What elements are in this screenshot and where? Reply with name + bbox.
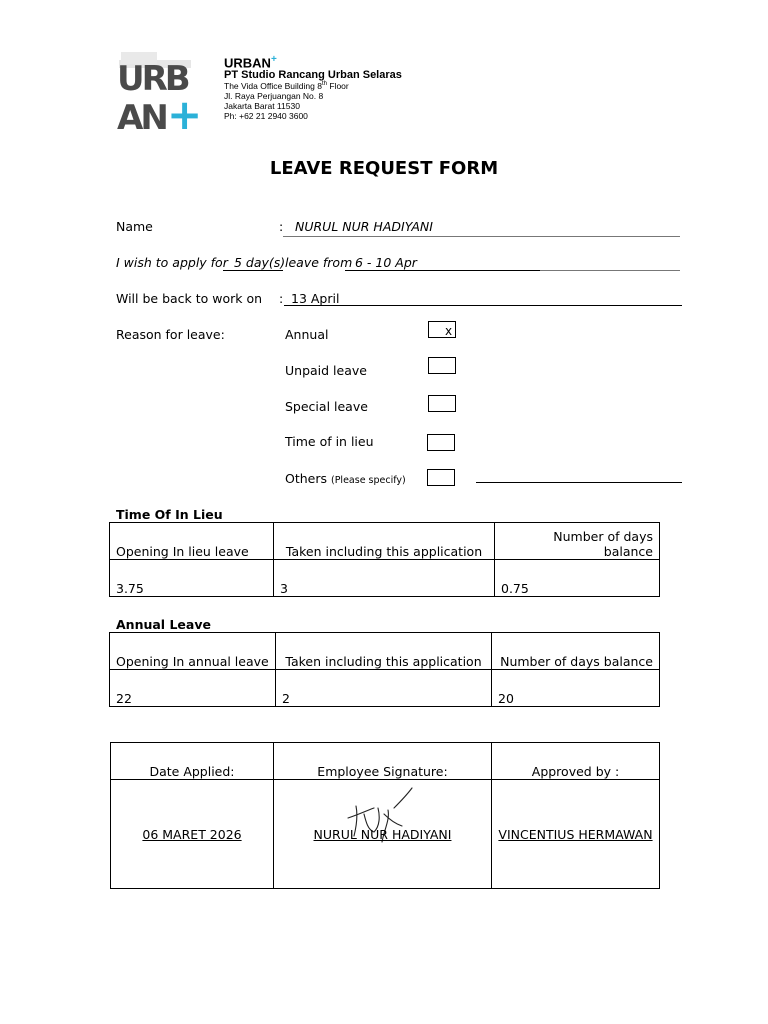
annual-table — [109, 632, 660, 707]
employee-name-value: NURUL NUR HADIYANI — [313, 826, 452, 842]
lieu-header-opening: Opening In lieu leave — [110, 523, 274, 560]
reason-others-note: (Please specify) — [331, 475, 406, 486]
annual-value-taken: 2 — [276, 670, 492, 707]
name-value: NURUL NUR HADIYANI — [295, 219, 433, 234]
reason-annual-checkbox[interactable] — [428, 321, 456, 338]
reason-lieu-label: Time of in lieu — [285, 434, 374, 449]
annual-value-balance: 20 — [492, 670, 660, 707]
apply-dates-underline — [345, 270, 540, 271]
header-employee-signature: Employee Signature: — [274, 743, 492, 780]
reason-lieu-checkbox[interactable] — [427, 434, 455, 451]
svg-text:+: + — [167, 90, 203, 139]
brand-plus: + — [270, 54, 277, 65]
apply-days: 5 day(s) — [234, 255, 286, 270]
lieu-header-taken: Taken including this application — [274, 523, 495, 560]
company-name: PT Studio Rancang Urban Selaras — [224, 69, 402, 81]
approval-table — [110, 742, 660, 889]
reason-others-checkbox[interactable] — [427, 469, 455, 486]
annual-header-balance: Number of days balance — [492, 633, 660, 670]
annual-table-title: Annual Leave — [116, 617, 211, 632]
lieu-value-taken: 3 — [274, 560, 495, 597]
address-line-3: Jakarta Barat 11530 — [224, 101, 300, 111]
apply-dates: 6 - 10 Apr — [355, 255, 417, 270]
svg-text:URB: URB — [117, 59, 188, 99]
brand-name — [224, 54, 277, 70]
header-date-applied: Date Applied: — [111, 743, 274, 780]
back-label: Will be back to work on — [116, 291, 263, 306]
apply-mid: leave from — [285, 255, 353, 270]
phone-number: Ph: +62 21 2940 3600 — [224, 111, 308, 121]
apply-prefix: I wish to apply for — [116, 255, 228, 270]
back-value: 13 April — [291, 291, 340, 306]
reason-unpaid-checkbox[interactable] — [428, 357, 456, 374]
reason-others-label: Others (Please specify) — [285, 471, 406, 486]
address-line-2: Jl. Raya Perjuangan No. 8 — [224, 91, 324, 101]
lieu-header-balance: Number of days balance — [495, 523, 660, 560]
reason-special-label: Special leave — [285, 399, 368, 414]
lieu-value-balance: 0.75 — [495, 560, 660, 597]
date-applied-value: 06 MARET 2026 — [111, 780, 274, 889]
brand-text: URBAN — [224, 55, 271, 71]
reason-annual-mark: x — [445, 324, 453, 338]
signature-cell — [274, 780, 492, 889]
reason-annual-label: Annual — [285, 327, 329, 342]
reason-label: Reason for leave: — [116, 327, 225, 342]
reason-special-checkbox[interactable] — [428, 395, 456, 412]
svg-text:AN: AN — [117, 98, 166, 138]
annual-header-taken: Taken including this application — [276, 633, 492, 670]
lieu-table — [109, 522, 660, 597]
company-logo — [117, 50, 203, 139]
header-approved-by: Approved by : — [492, 743, 660, 780]
lieu-table-title: Time Of In Lieu — [116, 507, 223, 522]
approved-by-value: VINCENTIUS HERMAWAN — [492, 780, 660, 889]
lieu-value-opening: 3.75 — [110, 560, 274, 597]
apply-days-underline — [223, 270, 283, 271]
form-title: LEAVE REQUEST FORM — [269, 158, 499, 179]
annual-value-opening: 22 — [110, 670, 276, 707]
name-colon: : — [279, 219, 284, 234]
apply-dates-underline-ext — [540, 270, 680, 271]
address-line-1: The Vida Office Building 8th Floor — [224, 81, 349, 91]
back-colon: : — [279, 291, 284, 306]
reason-unpaid-label: Unpaid leave — [285, 363, 367, 378]
annual-header-opening: Opening In annual leave — [110, 633, 276, 670]
back-underline — [284, 305, 682, 306]
others-specify-underline — [476, 482, 682, 483]
name-label: Name — [116, 219, 153, 234]
name-underline — [283, 236, 680, 237]
